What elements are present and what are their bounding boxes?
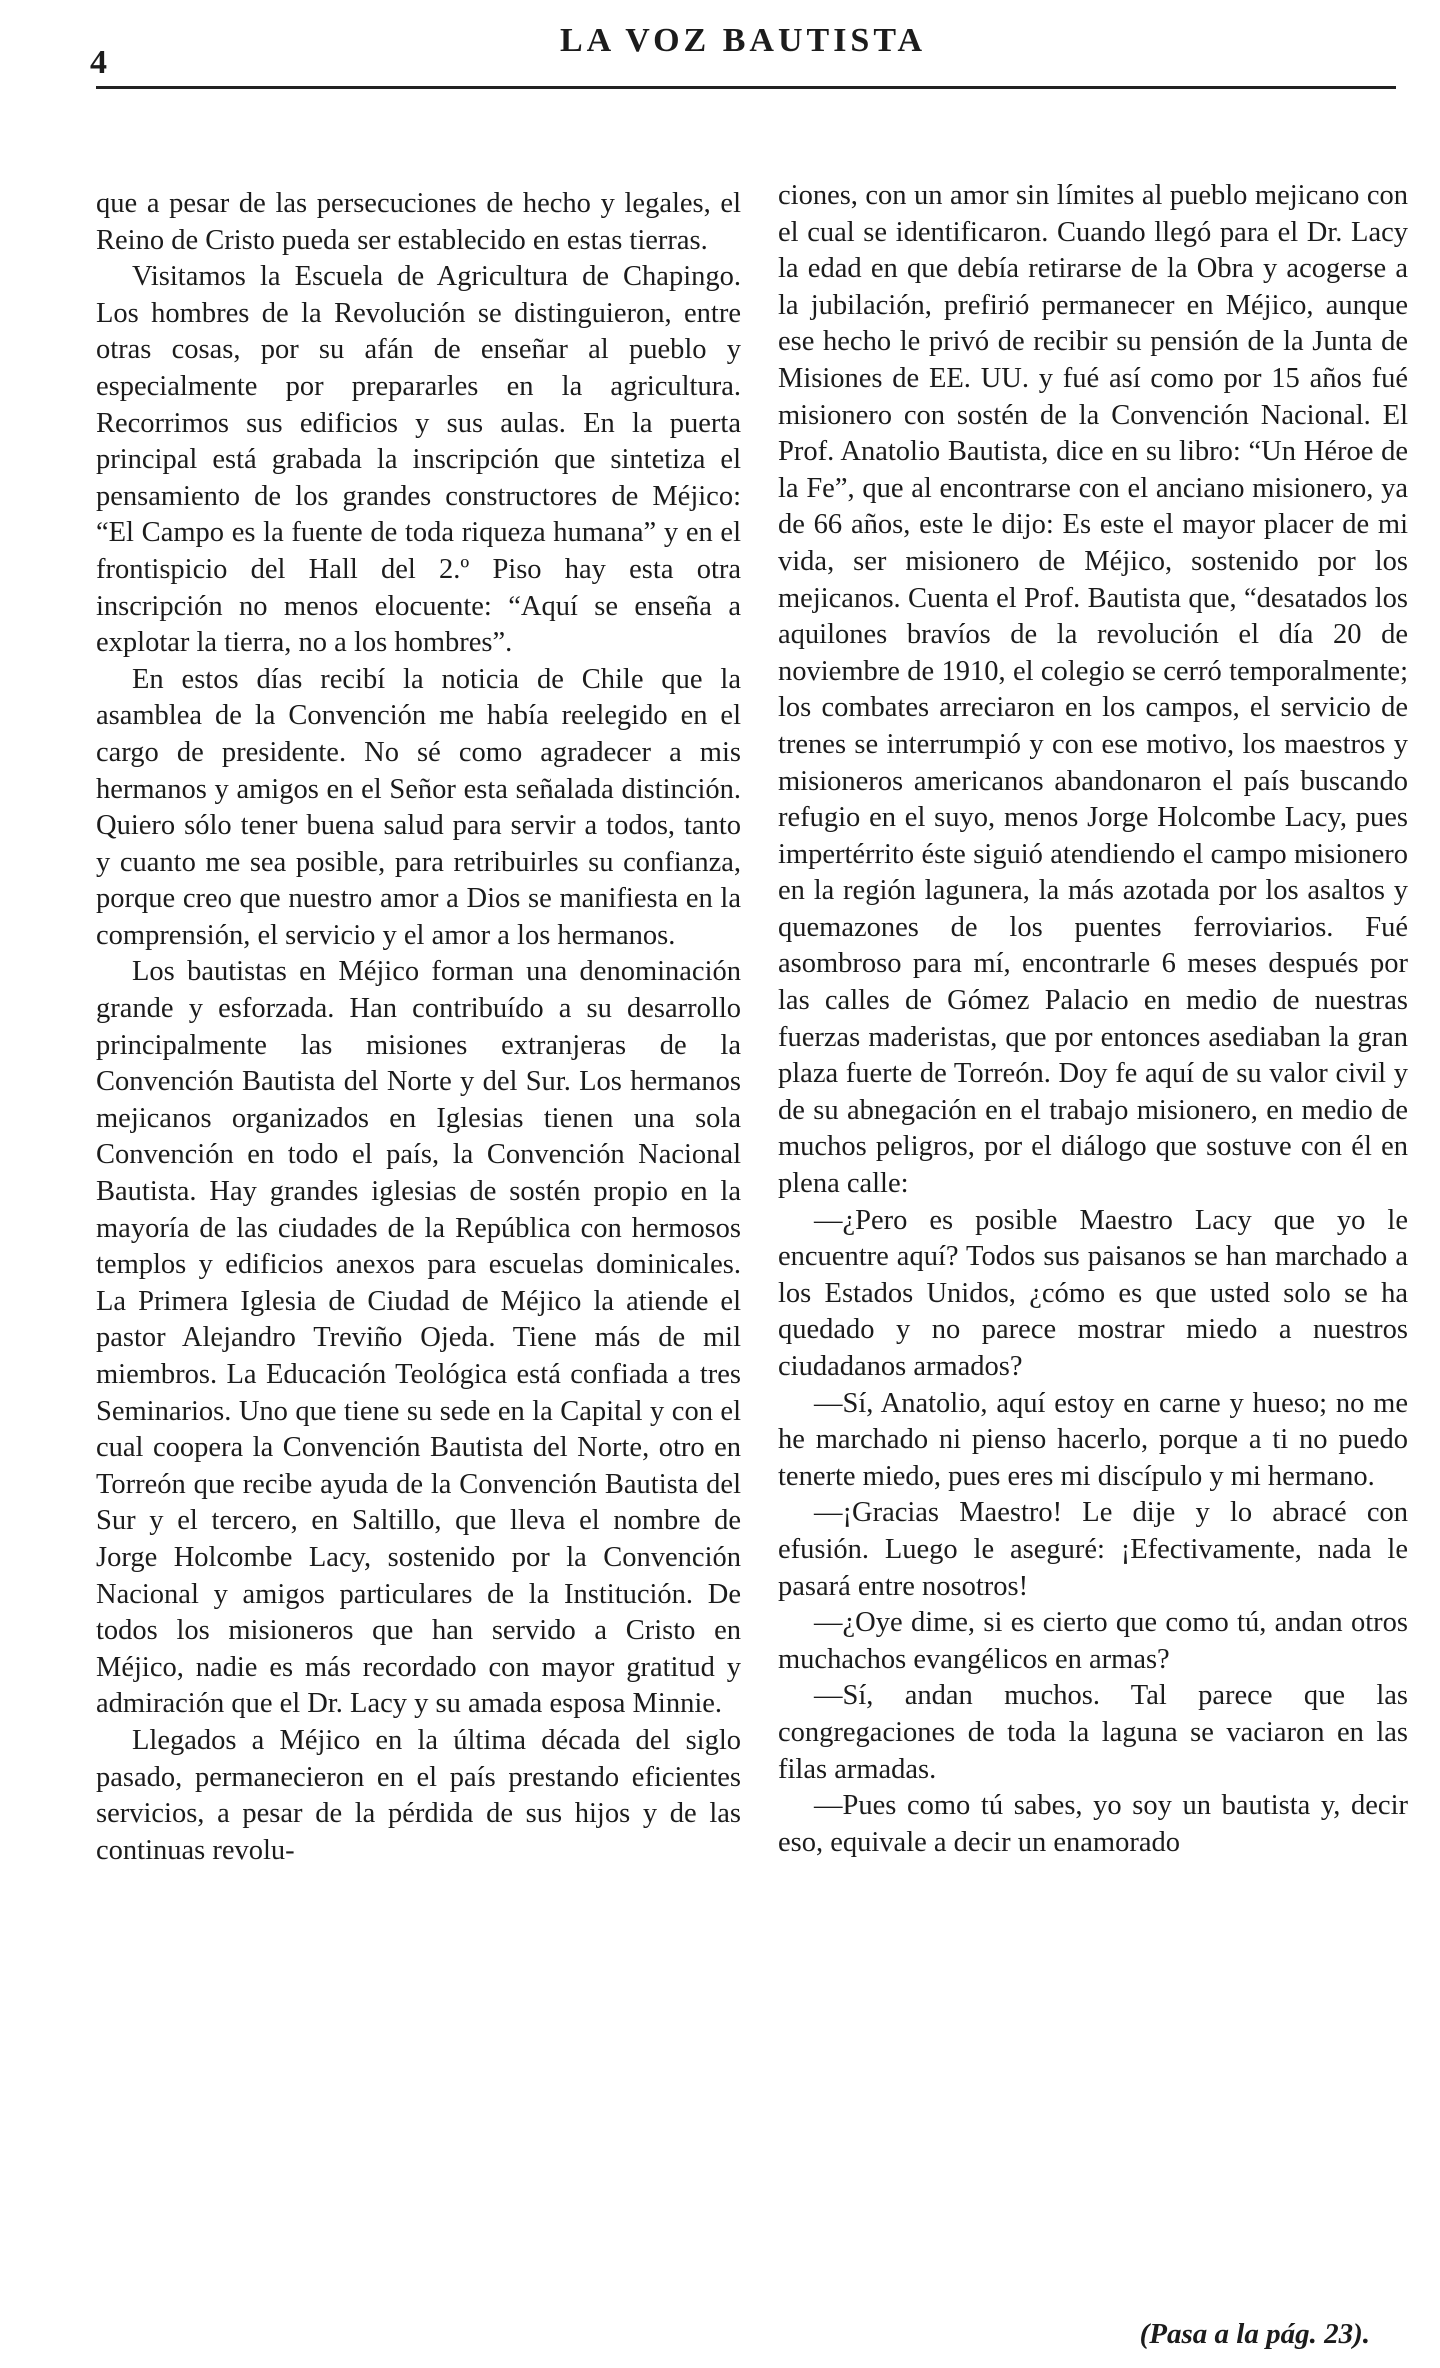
magazine-title: LA VOZ BAUTISTA [560,22,927,59]
page-number: 4 [90,44,107,81]
header-rule [96,86,1396,89]
paragraph: En estos días recibí la noticia de Chile que la asamblea de la Convención me había reelegido en el cargo de presidente. No sé como agradecer a mis hermanos y amigos en el Señor esta señalada distinción. Quiero sólo tener buena salud para servir a todos, tanto y cuanto me sea posible, para retribuirles su confianza, porque creo que nuestro amor a Dios se manifiesta en la comprensión, el servicio y el amor a los hermanos. [96,663,741,951]
paragraph: —Pues como tú sabes, yo soy un bautista y, decir eso, equivale a decir un enamorado [778,1790,1408,1858]
paragraph: que a pesar de las persecuciones de hecho y legales, el Reino de Cristo pueda ser establecido en estas tierras. [96,188,741,256]
paragraph: Llegados a Méjico en la última década del siglo pasado, permanecieron en el país prestando eficientes servicios, a pesar de la pérdida de sus hijos y de las continuas revolu- [96,1724,741,1866]
paragraph: —Sí, andan muchos. Tal parece que las congregaciones de toda la laguna se vaciaron en las filas armadas. [778,1680,1408,1785]
left-column [96,186,741,1869]
paragraph: Los bautistas en Méjico forman una denominación grande y esforzada. Han contribuído a su desarrollo principalmente las misiones extranjeras de la Convención Bautista del Norte y del Sur. Los hermanos mejicanos organizados en Iglesias tienen una sola Convención en todo el país, la Convención Nacional Bautista. Hay grandes iglesias de sostén propio en la mayoría de las ciudades de la República con hermosos templos y edificios anexos para escuelas dominicales. La Primera Iglesia de Ciudad de Méjico la atiende el pastor Alejandro Treviño Ojeda. Tiene más de mil miembros. La Educación Teológica está confiada a tres Seminarios. Uno que tiene su sede en la Capital y con el cual coopera la Convención Bautista del Norte, otro en Torreón que recibe ayuda de la Convención Bautista del Sur y el tercero, en Saltillo, que lleva el nombre de Jorge Holcombe Lacy, sostenido por la Convención Nacional y amigos particulares de la Institución. De todos los misioneros que han servido a Cristo en Méjico, nadie es más recordado con mayor gratitud y admiración que el Dr. Lacy y su amada esposa Minnie. [96,956,741,1720]
paragraph: —¡Gracias Maestro! Le dije y lo abracé con efusión. Luego le aseguré: ¡Efectivamente, nada le pasará entre nosotros! [778,1497,1408,1602]
right-column [778,178,1408,1861]
paragraph: Visitamos la Escuela de Agricultura de Chapingo. Los hombres de la Revolución se distinguieron, entre otras cosas, por su afán de enseñar al pueblo y especialmente por prepararles en la agricultura. Recorrimos sus edificios y sus aulas. En la puerta principal está grabada la inscripción que sintetiza el pensamiento de los grandes constructores de Méjico: “El Campo es la fuente de toda riqueza humana” y en el frontispicio del Hall del 2.º Piso hay esta otra inscripción no menos elocuente: “Aquí se enseña a explotar la tierra, no a los hombres”. [96,261,741,659]
paragraph: ciones, con un amor sin límites al pueblo mejicano con el cual se identificaron. Cuando llegó para el Dr. Lacy la edad en que debía retirarse de la Obra y acogerse a la jubilación, prefirió permanecer en Méjico, aunque ese hecho le privó de recibir su pensión de la Junta de Misiones de EE. UU. y fué así como por 15 años fué misionero con sostén de la Convención Nacional. El Prof. Anatolio Bautista, dice en su libro: “Un Héroe de la Fe”, que al encontrarse con el anciano misionero, ya de 66 años, este le dijo: Es este el mayor placer de mi vida, ser misionero de Méjico, sostenido por los mejicanos. Cuenta el Prof. Bautista que, “desatados los aquilones bravíos de la revolución el día 20 de noviembre de 1910, el colegio se cerró temporalmente; los combates arreciaron en los campos, el servicio de trenes se interrumpió y con ese motivo, los maestros y misioneros americanos abandonaron el país buscando refugio en el suyo, menos Jorge Holcombe Lacy, pues impertérrito éste siguió atendiendo el campo misionero en la región lagunera, la más azotada por los asaltos y quemazones de los puentes ferroviarios. Fué asombroso para mí, encontrarle 6 meses después por las calles de Gómez Palacio en medio de nuestras fuerzas maderistas, que por entonces asediaban la gran plaza fuerte de Torreón. Doy fe aquí de su valor civil y de su abnegación en el trabajo misionero, en medio de muchos peligros, por el diálogo que sostuve con él en plena calle: [778,180,1408,1200]
continuation-note: (Pasa a la pág. 23). [1139,2318,1370,2350]
paragraph: —Sí, Anatolio, aquí estoy en carne y hueso; no me he marchado ni pienso hacerlo, porque a ti no puedo tenerte miedo, pues eres mi discípulo y mi hermano. [778,1387,1408,1492]
paragraph: —¿Pero es posible Maestro Lacy que yo le encuentre aquí? Todos sus paisanos se han marchado a los Estados Unidos, ¿cómo es que usted solo se ha quedado y no parece mostrar miedo a nuestros ciudadanos armados? [778,1204,1408,1382]
paragraph: —¿Oye dime, si es cierto que como tú, andan otros muchachos evangélicos en armas? [778,1607,1408,1675]
